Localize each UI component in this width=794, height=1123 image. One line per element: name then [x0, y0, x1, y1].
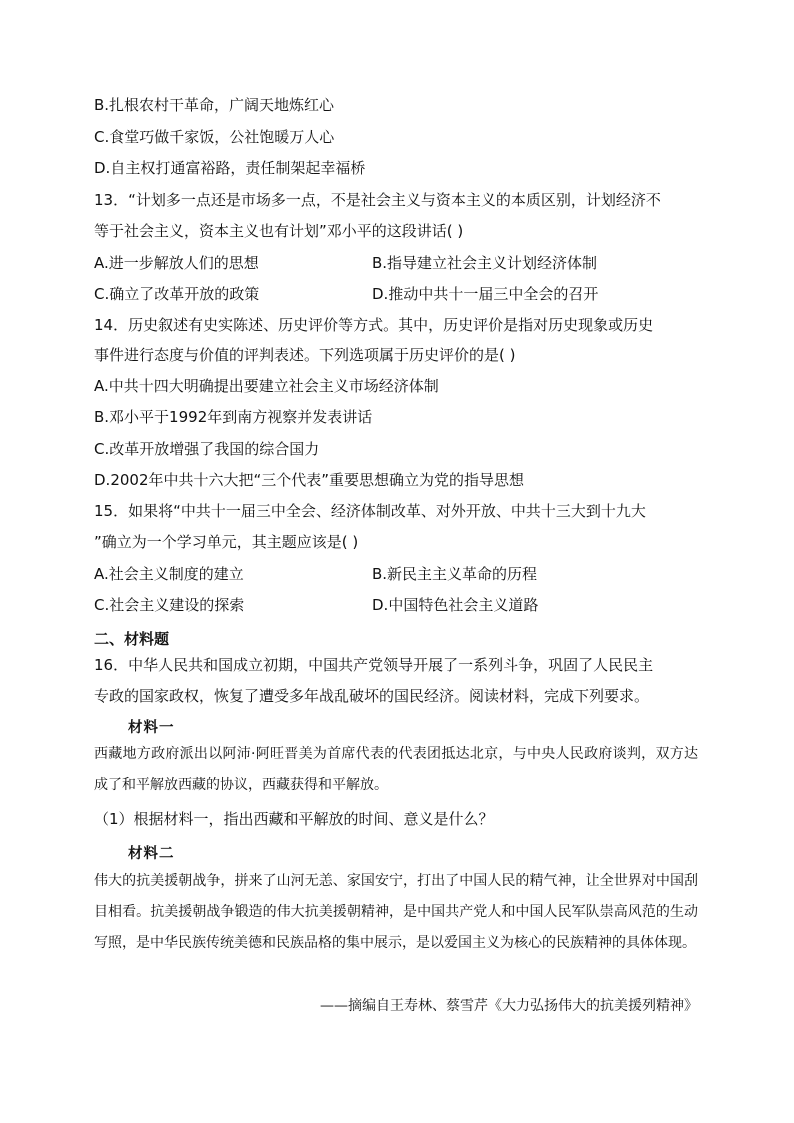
material1-text: 西藏地方政府派出以阿沛·阿旺晋美为首席代表的代表团抵达北京，与中央人民政府谈判，双方达成了和平解放西藏的协议，西藏获得和平解放。 — [94, 746, 698, 793]
material2-source: ——摘编自王寿林、蔡雪芹《大力弘扬伟大的抗美援列精神》 — [320, 998, 698, 1014]
q12-option-b: B.扎根农村干革命，广阔天地炼红心 — [94, 96, 335, 114]
q14-stem-line1: 14．历史叙述有史实陈述、历史评价等方式。其中，历史评价是指对历史现象或历史 — [94, 316, 654, 334]
q14-option-a: A.中共十四大明确提出要建立社会主义市场经济体制 — [94, 377, 439, 395]
q15-option-c: C.社会主义建设的探索 — [94, 596, 245, 614]
material2-text: 伟大的抗美援朝战争，拼来了山河无恙、家国安宁，打出了中国人民的精气神，让全世界对中国刮目相看。抗美援朝战争锻造的伟大抗美援朝精神，是中国共产党人和中国人民军队崇高风范的生动写照，是中华民族传统美德和民族品格的集中展示，是以爱国主义为核心的民族精神的具体体现。 — [94, 873, 698, 951]
q14-option-c: C.改革开放增强了我国的综合国力 — [94, 440, 320, 458]
section-title-material: 二、材料题 — [94, 630, 170, 648]
q13-option-d: D.推动中共十一届三中全会的召开 — [372, 285, 599, 303]
q16-stem-line2: 专政的国家政权，恢复了遭受多年战乱破坏的国民经济。阅读材料，完成下列要求。 — [94, 687, 650, 705]
q12-option-d: D.自主权打通富裕路，责任制架起幸福桥 — [94, 159, 366, 177]
q15-option-d: D.中国特色社会主义道路 — [372, 596, 539, 614]
q15-stem-line2: ”确立为一个学习单元，其主题应该是( ) — [94, 533, 359, 551]
q13-stem-line2: 等于社会主义，资本主义也有计划”邓小平的这段讲话( ) — [94, 222, 464, 240]
q16-stem-line1: 16．中华人民共和国成立初期，中国共产党领导开展了一系列斗争，巩固了人民民主 — [94, 656, 654, 674]
q12-option-c: C.食堂巧做千家饭，公社饱暖万人心 — [94, 128, 335, 146]
q15-option-a: A.社会主义制度的建立 — [94, 565, 244, 583]
q16-question1: （1）根据材料一，指出西藏和平解放的时间、意义是什么？ — [94, 810, 494, 828]
q14-stem-line2: 事件进行态度与价值的评判表述。下列选项属于历史评价的是( ) — [94, 346, 516, 364]
q15-stem-line1: 15．如果将“中共十一届三中全会、经济体制改革、对外开放、中共十三大到十九大 — [94, 502, 646, 520]
q13-option-c: C.确立了改革开放的政策 — [94, 285, 260, 303]
q14-option-b: B.邓小平于1992年到南方视察并发表讲话 — [94, 408, 373, 426]
material2-title: 材料二 — [128, 845, 175, 862]
q15-option-b: B.新民主主义革命的历程 — [372, 565, 538, 583]
q14-option-d: D.2002年中共十六大把“三个代表”重要思想确立为党的指导思想 — [94, 471, 525, 489]
material1-title: 材料一 — [128, 719, 175, 736]
q13-stem-line1: 13．“计划多一点还是市场多一点，不是社会主义与资本主义的本质区别，计划经济不 — [94, 191, 661, 209]
q13-option-b: B.指导建立社会主义计划经济体制 — [372, 254, 598, 272]
q13-option-a: A.进一步解放人们的思想 — [94, 254, 259, 272]
